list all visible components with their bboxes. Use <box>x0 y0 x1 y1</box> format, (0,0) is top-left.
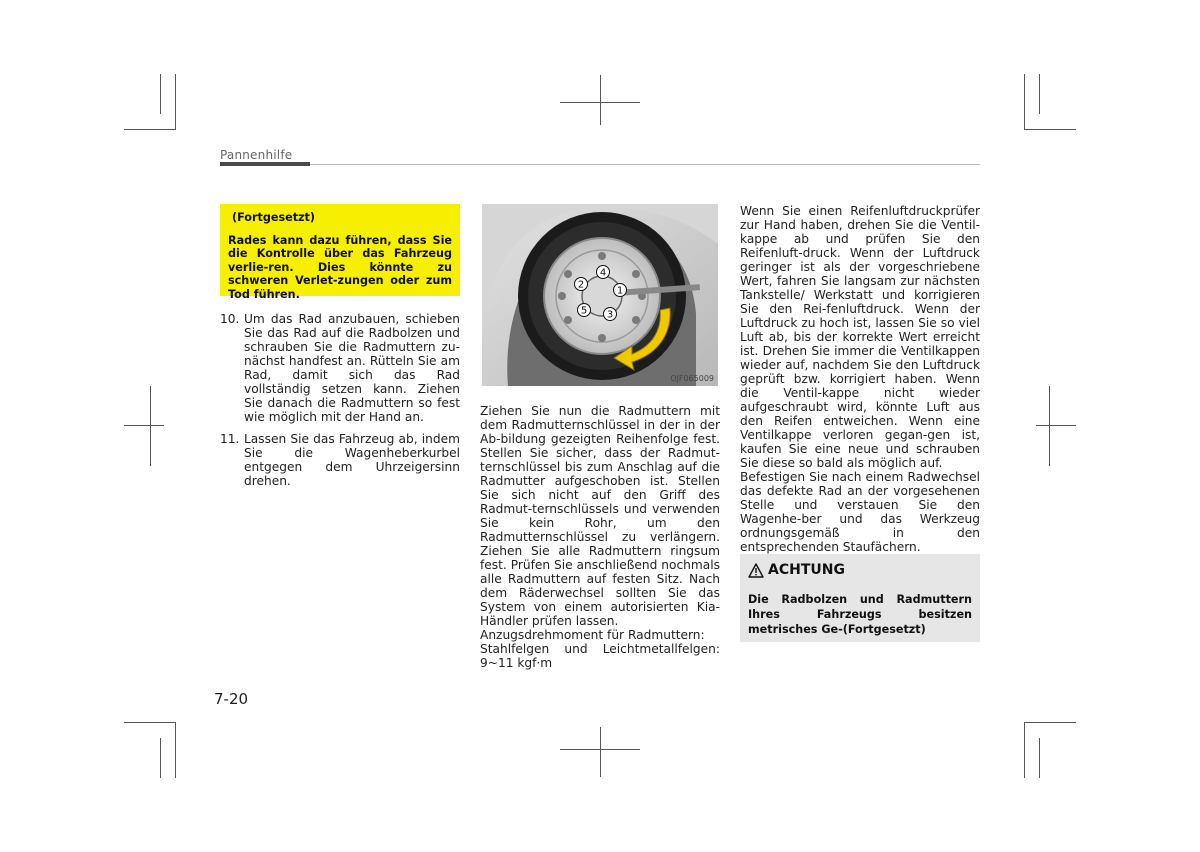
section-title: Pannenhilfe <box>220 148 293 162</box>
right-column <box>740 204 980 554</box>
caution-text: Die Radbolzen und Radmuttern Ihres Fahrzeugs besitzen metrisches Ge-(Fortgesetzt) <box>748 593 972 636</box>
crop-mark <box>1039 738 1040 778</box>
list-item <box>220 432 460 488</box>
section-bar <box>220 162 310 166</box>
crop-mark <box>124 425 164 426</box>
torque-row-left: Stahlfelgen <box>480 642 550 656</box>
torque-spec <box>480 628 720 670</box>
page-number: 7-20 <box>214 690 249 708</box>
steps-list <box>220 312 460 496</box>
crop-mark <box>1039 74 1040 114</box>
torque-value: 9~11 kgf·m <box>480 656 553 670</box>
torque-row-right: Leichtmetallfelgen: <box>602 642 720 656</box>
wheel-figure <box>482 204 718 386</box>
warning-heading: (Fortgesetzt) <box>232 211 316 224</box>
crop-mark <box>600 75 601 125</box>
crop-mark <box>124 722 176 723</box>
nut-label: 4 <box>599 267 607 279</box>
crop-mark <box>1024 722 1025 778</box>
storage-paragraph: Befestigen Sie nach einem Radwechsel das defekte Rad an der vorgesehenen Stelle und verstauen Sie den Wagenhe-ber und das Werkzeug ordnungsgemäß in den entsprechenden Staufächern. <box>740 470 980 554</box>
step-text: Um das Rad anzubauen, schieben Sie das Rad auf die Radbolzen und schrauben Sie die Radmuttern zu-nächst handfest an. Rütteln Sie am Rad, damit sich das Rad vollständig setzen kann. Ziehen Sie danach die Radmuttern so fest wie möglich mit der Hand an. <box>244 312 460 424</box>
figure-code: OJF065009 <box>670 374 714 383</box>
section-rule <box>220 164 980 165</box>
caution-title-text: ACHTUNG <box>768 562 845 578</box>
instruction-paragraph: Ziehen Sie nun die Radmuttern mit dem Radmutternschlüssel in der in der Ab-bildung gezeigten Reihenfolge fest. Stellen Sie sicher, dass der Radmut-ternschlüssel bis zum Anschlag auf die Radmutter aufgeschoben ist. Stellen Sie sich nicht auf den Griff des Radmut-ternschlüssels und verwenden Sie kein Rohr, um den Radmutternschlüssel zu verlängern. Ziehen Sie alle Radmuttern ringsum fest. Prüfen Sie anschließend nochmals alle Radmuttern auf festen Sitz. Nach dem Räderwechsel sollten Sie das System von einem autorisierten Kia-Händler prüfen lassen. <box>480 404 720 628</box>
torque-heading: Anzugsdrehmoment für Radmuttern: <box>480 628 705 642</box>
crop-mark <box>124 129 176 130</box>
nut-label: 3 <box>606 309 614 321</box>
crop-mark <box>1036 425 1076 426</box>
torque-row-mid: und <box>564 642 588 656</box>
step-number: 10. <box>220 312 240 326</box>
wheel-illustration <box>482 204 718 386</box>
warning-text: Rades kann dazu führen, dass Sie die Kontrolle über das Fahrzeug verlie-ren. Dies könnte zu schweren Verlet-zungen oder zum Tod führen. <box>228 233 452 301</box>
nut-label: 5 <box>580 305 588 317</box>
caution-title <box>748 562 972 578</box>
caution-box <box>740 554 980 642</box>
crop-mark <box>1024 722 1076 723</box>
list-item <box>220 312 460 424</box>
crop-mark <box>1049 386 1050 466</box>
warning-triangle-icon <box>748 563 764 578</box>
tire-pressure-paragraph: Wenn Sie einen Reifenluftdruckprüfer zur Hand haben, drehen Sie die Ventil-kappe ab und prüfen Sie den Reifenluft-druck. Wenn der Luftdruck geringer ist als der vorgeschriebene Wert, fahren Sie langsam zur nächsten Tankstelle/ Werkstatt und korrigieren Sie den Rei-fenluftdruck. Wenn der Luftdruck zu hoch ist, lassen Sie so viel Luft ab, bis der korrekte Wert erreicht ist. Drehen Sie immer die Ventilkappen wieder auf, nachdem Sie den Luftdruck geprüft bzw. korrigiert haben. Wenn die Ventil-kappe nicht wieder aufgeschraubt wird, könnte Luft aus den Reifen entweichen. Wenn eine Ventilkappe verloren gegan-gen ist, kaufen Sie eine neue und schrauben Sie diese so bald als möglich auf. <box>740 204 980 470</box>
warning-box <box>220 204 460 301</box>
crop-mark <box>150 386 151 466</box>
step-number: 11. <box>220 432 240 446</box>
crop-mark <box>600 727 601 777</box>
crop-mark <box>160 738 161 778</box>
crop-mark <box>160 74 161 114</box>
nut-label: 2 <box>577 279 585 291</box>
nut-label: 1 <box>616 285 624 297</box>
step-text: Lassen Sie das Fahrzeug ab, indem Sie die Wagenheberkurbel entgegen dem Uhrzeigersinn drehen. <box>244 432 460 488</box>
crop-mark <box>175 74 176 130</box>
torque-row <box>480 642 720 656</box>
crop-mark <box>175 722 176 778</box>
crop-mark <box>1024 129 1076 130</box>
crop-mark <box>1024 74 1025 130</box>
